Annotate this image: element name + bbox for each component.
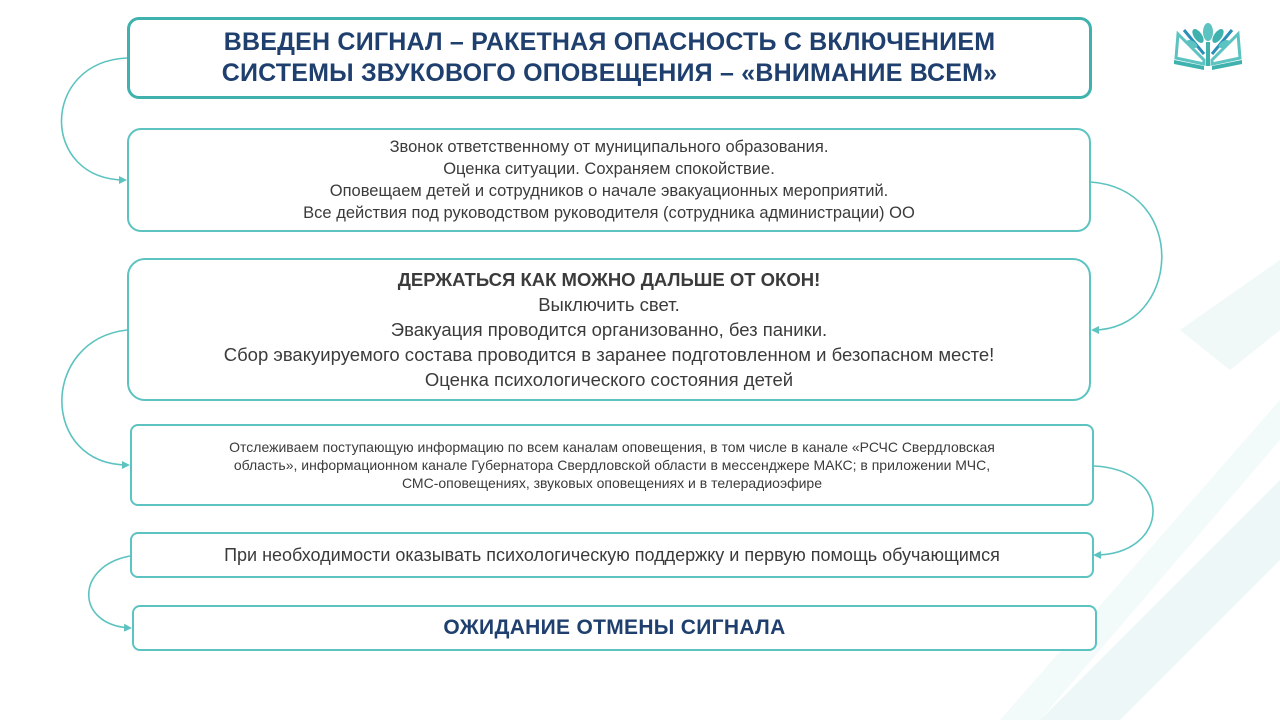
step-support-line-1: При необходимости оказывать психологическую поддержку и первую помощь обучающимся bbox=[224, 545, 1000, 565]
step-windows-line-3: Эвакуация проводится организованно, без паники. bbox=[390, 319, 828, 340]
step-monitor-line-3: СМС-оповещениях, звуковых оповещениях и в телерадиоэфире bbox=[401, 475, 823, 491]
step-windows-line-5: Оценка психологического состояния детей bbox=[424, 369, 794, 390]
step-signal-box bbox=[127, 17, 1092, 99]
step-call-line-3: Оповещаем детей и сотрудников о начале эвакуационных мероприятий. bbox=[329, 182, 889, 200]
step-call-box bbox=[127, 128, 1091, 232]
step-signal-line-2: СИСТЕМЫ ЗВУКОВОГО ОПОВЕЩЕНИЯ – «ВНИМАНИЕ ВСЕМ» bbox=[221, 59, 998, 87]
step-call-line-4: Все действия под руководством руководителя (сотрудника администрации) ОО bbox=[303, 204, 915, 222]
step-wait-box bbox=[132, 605, 1097, 651]
step-windows-box bbox=[127, 258, 1091, 401]
step-monitor-line-2: область», информационном канале Губернатора Свердловской области в мессенджере МАКС; в приложении МЧС, bbox=[233, 457, 991, 473]
step-call-line-2: Оценка ситуации. Сохраняем спокойствие. bbox=[443, 160, 775, 178]
step-wait-line-1: ОЖИДАНИЕ ОТМЕНЫ СИГНАЛА bbox=[443, 616, 786, 639]
step-support-box bbox=[130, 532, 1094, 578]
step-windows-line-4: Сбор эвакуируемого состава проводится в заранее подготовленном и безопасном месте! bbox=[223, 344, 995, 365]
step-windows-line-1: ДЕРЖАТЬСЯ КАК МОЖНО ДАЛЬШЕ ОТ ОКОН! bbox=[397, 269, 821, 290]
step-windows-line-2: Выключить свет. bbox=[538, 294, 680, 315]
book-tree-logo-icon bbox=[1168, 20, 1248, 76]
step-call-line-1: Звонок ответственному от муниципального образования. bbox=[389, 138, 829, 156]
step-monitor-box bbox=[130, 424, 1094, 506]
step-monitor-line-1: Отслеживаем поступающую информацию по всем каналам оповещения, в том числе в канале «РСЧС Свердловская bbox=[229, 439, 995, 455]
step-signal-line-1: ВВЕДЕН СИГНАЛ – РАКЕТНАЯ ОПАСНОСТЬ С ВКЛЮЧЕНИЕМ bbox=[223, 28, 996, 56]
